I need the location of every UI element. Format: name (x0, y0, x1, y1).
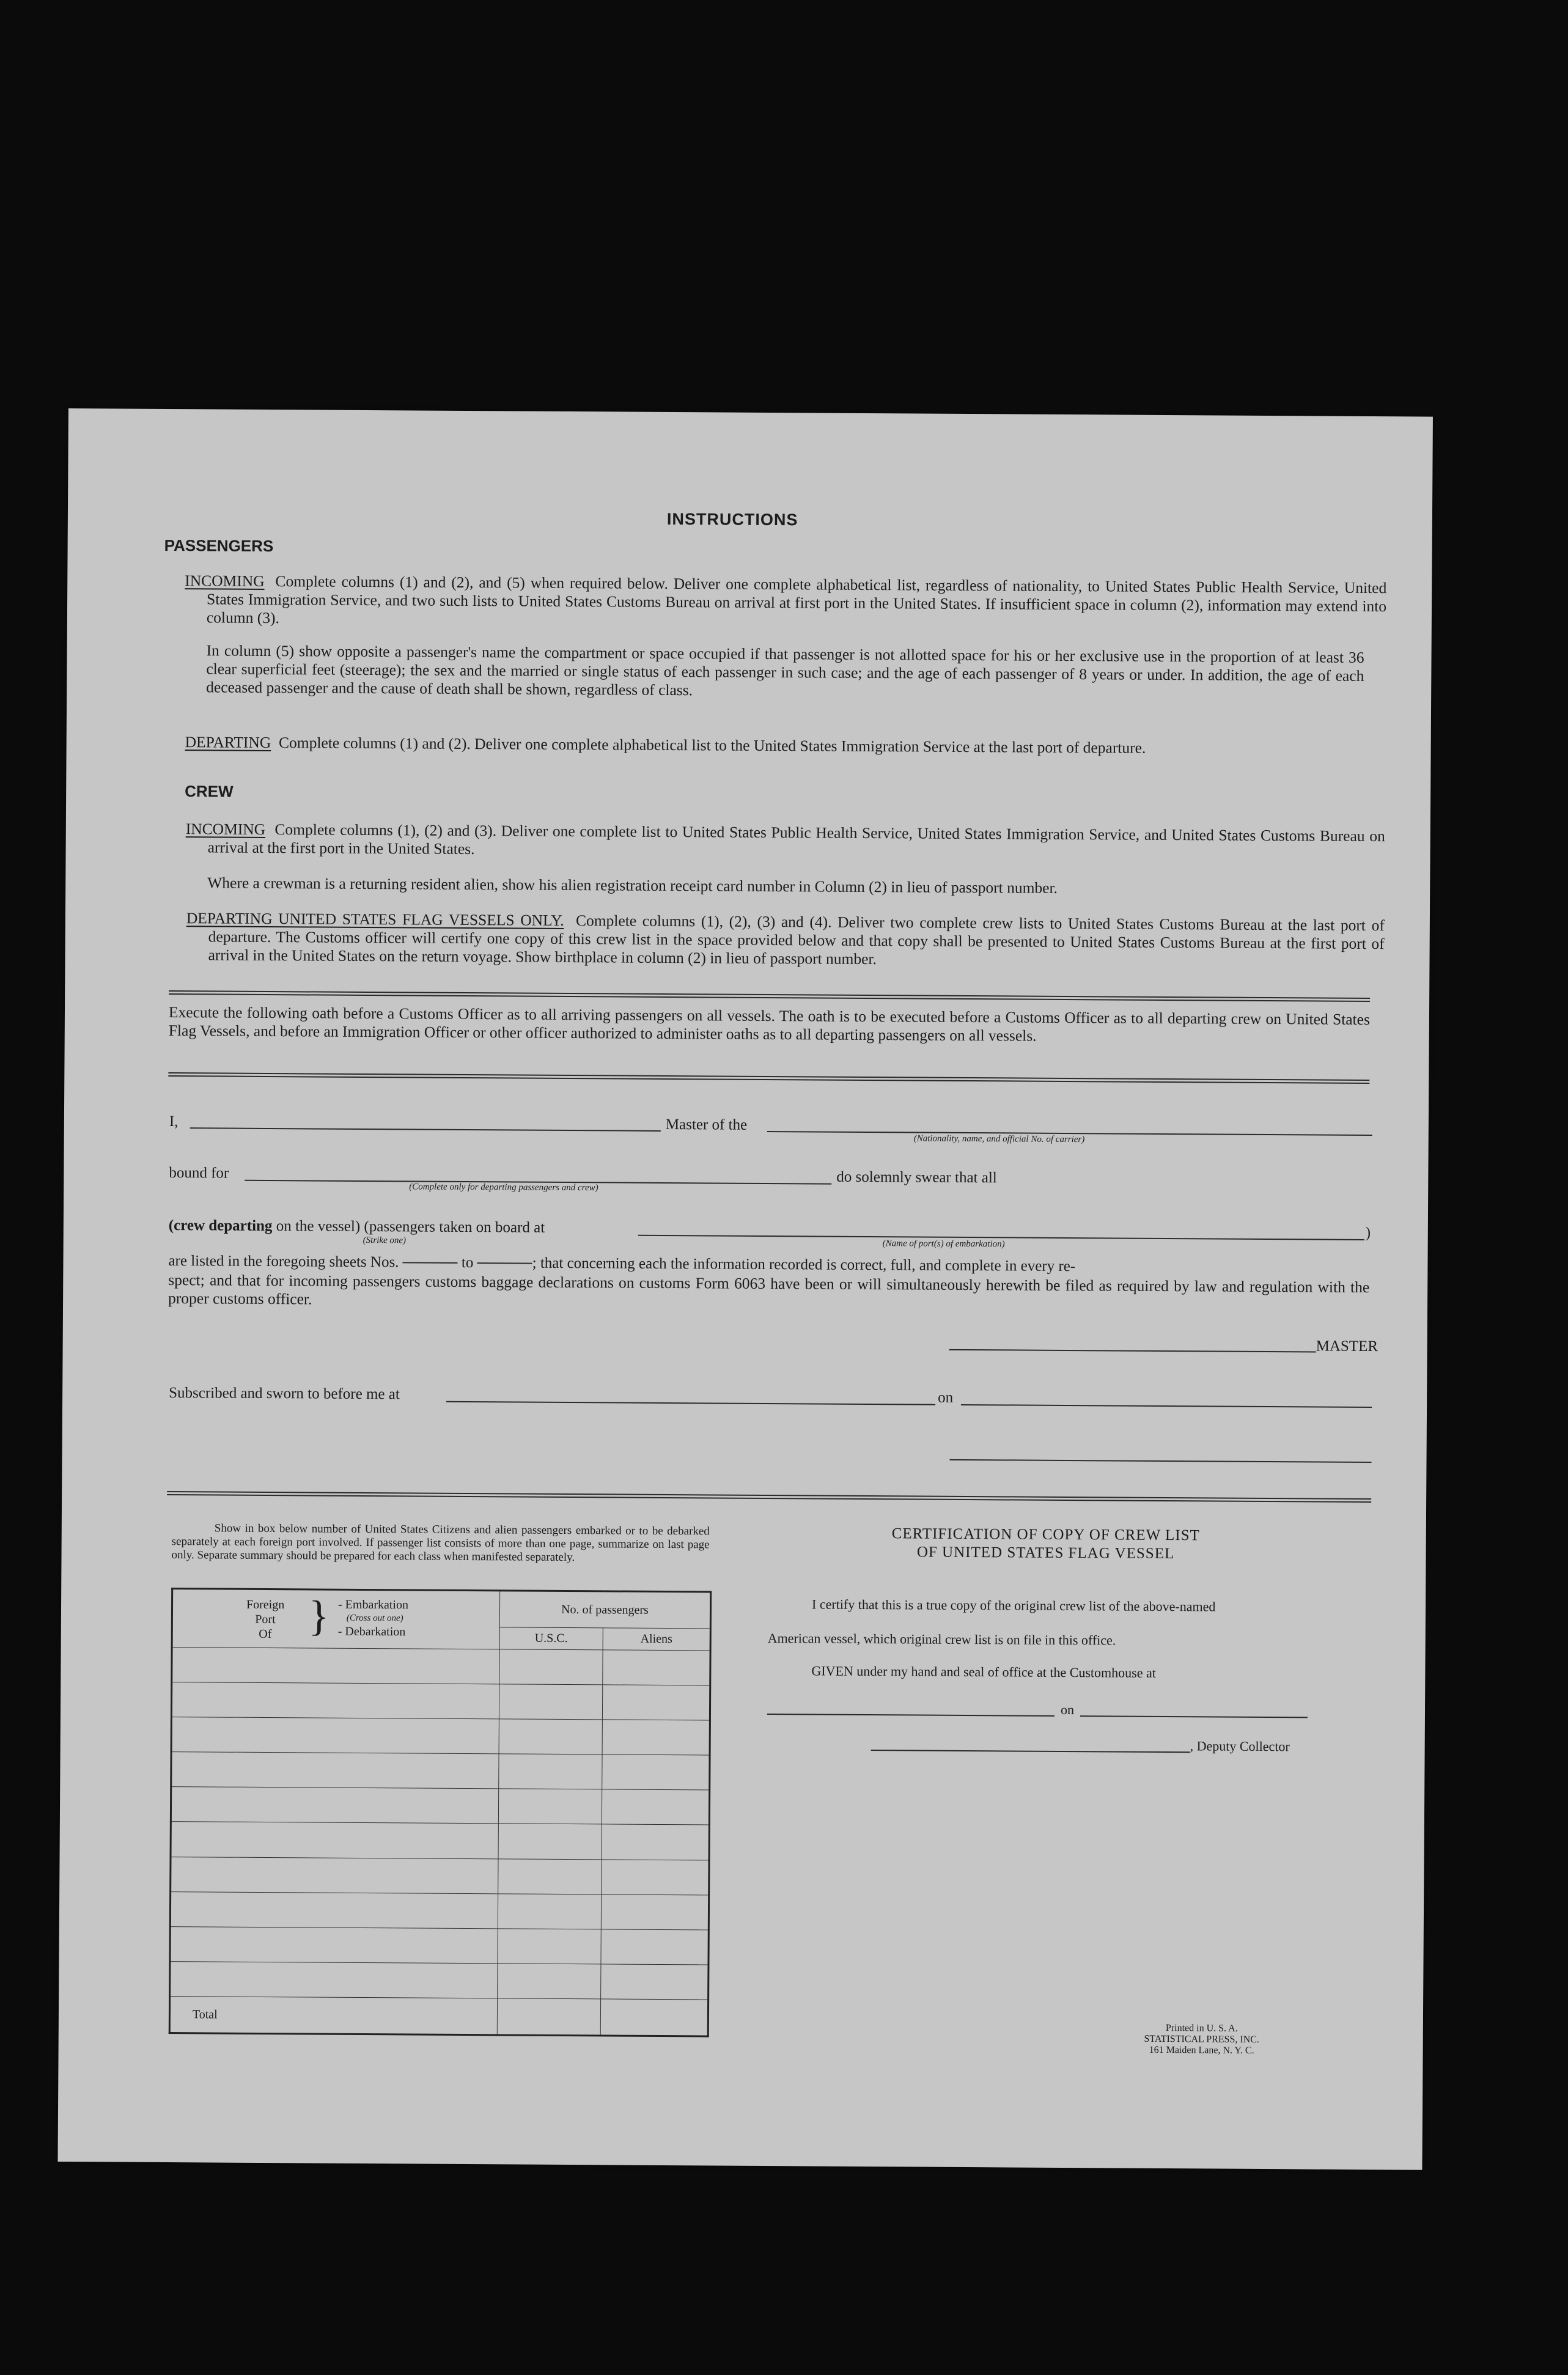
sworn-on-label: on (938, 1389, 954, 1406)
aliens-header: Aliens (603, 1628, 710, 1651)
table-row (171, 1822, 709, 1860)
listed-part2: ; that concerning each the information recorded is correct, full, and complete in every re- (532, 1254, 1076, 1275)
cert-date-field[interactable] (1080, 1715, 1308, 1718)
port-label: Port (255, 1612, 276, 1627)
port-cell[interactable] (171, 1787, 498, 1824)
debarkation-option[interactable]: - Debarkation (337, 1624, 406, 1639)
port-cell[interactable] (170, 1891, 498, 1928)
listed-part1: are listed in the foregoing sheets Nos. (168, 1253, 399, 1271)
aliens-cell[interactable] (602, 1685, 710, 1720)
foreign-label: Foreign (246, 1597, 285, 1612)
aliens-cell[interactable] (602, 1720, 710, 1755)
certify-line2: American vessel, which original crew list is on file in this office. (767, 1630, 1116, 1648)
table-row (170, 1961, 709, 2000)
imprint-line1: Printed in U. S. A. (1165, 2023, 1238, 2034)
aliens-cell[interactable] (601, 1964, 709, 2000)
master-label: MASTER (1316, 1338, 1378, 1355)
passengers-departing-label: DEPARTING (185, 733, 271, 752)
sheet-to-field[interactable] (477, 1262, 532, 1264)
passenger-summary-table (169, 1588, 712, 2037)
sworn-place-field[interactable] (446, 1401, 935, 1405)
table-row (170, 1891, 709, 1929)
sworn-date-field[interactable] (961, 1404, 1372, 1408)
strike-caption: (Strike one) (363, 1235, 407, 1246)
on-vessel-option[interactable]: on the vessel) (276, 1218, 361, 1235)
crew-incoming-label: INCOMING (185, 820, 266, 838)
given-text: GIVEN under my hand and seal of office at the Customhouse at (811, 1663, 1156, 1681)
table-row (170, 1926, 709, 1964)
port-cell[interactable] (171, 1857, 498, 1893)
document-sheet (57, 408, 1432, 2170)
brace-glyph: } (308, 1593, 329, 1640)
port-cell[interactable] (170, 1961, 498, 1998)
cross-out-caption: (Cross out one) (346, 1613, 403, 1624)
port-header-cell (172, 1589, 500, 1649)
officer-signature-field[interactable] (950, 1459, 1372, 1463)
listed-to: to (461, 1254, 474, 1272)
divider-top (169, 990, 1370, 1002)
table-row (171, 1717, 710, 1755)
column5-paragraph: In column (5) show opposite a passenger's name the compartment or space occupied if that passenger is not allotted space for his or her exclusive use in the proportion of at least 36 clear superficial feet (steerage); the sex and the married or single status of each passenger in such case; and the age of each passenger of 8 years or under. In addition, the age of each deceased passenger and the cause of death shall be shown, regardless of class. (206, 641, 1364, 699)
table-row (171, 1752, 710, 1790)
aliens-cell[interactable] (603, 1650, 710, 1685)
passengers-incoming-text: Complete columns (1) and (2), and (5) when required below. Deliver one complete alphabetical list, regardless of nationality, to United States Public Health Service, United States Immigration Service, and two such lists to United States Customs Bureau on arrival at first port in the United States. If insufficient space in column (2), information may extend into column (3). (206, 572, 1387, 627)
port-cell[interactable] (171, 1717, 499, 1754)
printer-imprint (1110, 2022, 1294, 2056)
certification-title (832, 1525, 1260, 1564)
passengers-departing-paragraph (185, 733, 1386, 759)
swear-label: do solemnly swear that all (836, 1168, 997, 1187)
aliens-cell[interactable] (602, 1824, 709, 1860)
divider-oath (168, 1072, 1369, 1084)
port-cell[interactable] (171, 1822, 498, 1858)
passengers-departing-text: Complete columns (1) and (2). Deliver one complete alphabetical list to the United States Immigration Service at the last port of departure. (278, 734, 1146, 757)
customhouse-field[interactable] (767, 1714, 1055, 1717)
certification-title-line2: OF UNITED STATES FLAG VESSEL (916, 1544, 1175, 1563)
crew-incoming-text: Complete columns (1), (2) and (3). Deliver one complete list to United States Public Health Service, United States Immigration Service, and United States Customs Bureau on arrival at the first port in the United States. (207, 820, 1385, 858)
crew-departing-option[interactable]: (crew departing (168, 1217, 273, 1235)
imprint-line2: STATISTICAL PRESS, INC. (1144, 2033, 1259, 2045)
usc-cell[interactable] (498, 1929, 601, 1964)
usc-cell[interactable] (499, 1719, 602, 1755)
deputy-signature-field[interactable] (871, 1750, 1190, 1753)
usc-cell[interactable] (499, 1684, 602, 1720)
close-paren: ) (1365, 1224, 1371, 1242)
summary-intro: Show in box below number of United States Citizens and alien passengers embarked or to be debarked separately at each foreign port involved. If passenger list consists of more than one page, summarize on last page only. Separate summary should be prepared for each class when manifested separately. (171, 1522, 710, 1564)
divider-bottom (167, 1491, 1371, 1503)
port-cell[interactable] (170, 1926, 498, 1963)
aliens-cell[interactable] (602, 1789, 709, 1825)
aliens-cell[interactable] (602, 1755, 710, 1790)
table-row (171, 1682, 710, 1720)
usc-cell[interactable] (499, 1754, 602, 1789)
listed-rest-paragraph: spect; and that for incoming passengers customs baggage declarations on customs Form 6063 have been or will simultaneously herewith be filed as required by law and regulation with the proper customs officer. (168, 1271, 1370, 1308)
port-caption: (Name of port(s) of embarkation) (882, 1239, 1005, 1250)
crew-departing-label: DEPARTING UNITED STATES FLAG VESSELS ONLY. (186, 909, 564, 929)
cert-on-label: on (1060, 1701, 1075, 1718)
master-of-label: Master of the (665, 1116, 748, 1133)
usc-cell[interactable] (498, 1789, 602, 1824)
certify-line1: I certify that this is a true copy of the original crew list of the above-named (811, 1596, 1216, 1615)
of-label: Of (259, 1627, 272, 1641)
crew-heading: CREW (185, 782, 234, 801)
port-cell[interactable] (171, 1752, 499, 1789)
port-cell[interactable] (172, 1648, 499, 1684)
master-signature-field[interactable] (949, 1349, 1316, 1353)
table-row (171, 1857, 709, 1894)
vessel-options-row (169, 1217, 545, 1237)
i-label: I, (169, 1113, 179, 1130)
sheet-from-field[interactable] (403, 1262, 458, 1264)
total-row (169, 1997, 708, 2036)
bound-caption: (Complete only for departing passengers and crew) (409, 1182, 598, 1193)
usc-cell[interactable] (498, 1893, 601, 1929)
table-row (171, 1787, 709, 1825)
aliens-cell[interactable] (601, 1929, 709, 1965)
crew-departing-paragraph (186, 909, 1385, 971)
passengers-heading: PASSENGERS (164, 536, 274, 556)
passengers-incoming-label: INCOMING (185, 572, 265, 590)
usc-cell[interactable] (498, 1858, 602, 1894)
no-of-passengers-header: No. of passengers (499, 1591, 710, 1629)
table-row (172, 1648, 710, 1685)
crew-departing-text: Complete columns (1), (2), (3) and (4). Deliver two complete crew lists to United States Customs Bureau at the last port of departure. The Customs officer will certify one copy of this crew list in the space provided below and that copy shall be presented to United States Customs Bureau at the first port of arrival in the United States on the return voyage. Show birthplace in column (2) in lieu of passport number. (208, 911, 1385, 968)
aliens-cell[interactable] (601, 1894, 709, 1930)
instructions-title: INSTRUCTIONS (666, 509, 798, 529)
master-name-field[interactable] (190, 1127, 661, 1132)
usc-cell[interactable] (498, 1824, 602, 1859)
port-cell[interactable] (171, 1682, 499, 1719)
deputy-label: , Deputy Collector (1190, 1738, 1290, 1755)
usc-cell[interactable] (498, 1964, 601, 1999)
total-label: Total (169, 1997, 497, 2035)
usc-header: U.S.C. (499, 1627, 603, 1650)
subscribed-label: Subscribed and sworn to before me at (169, 1385, 400, 1403)
total-aliens-cell[interactable] (600, 1999, 708, 2036)
bound-for-label: bound for (169, 1165, 229, 1182)
passengers-option[interactable]: (passengers taken on board at (364, 1218, 545, 1236)
nationality-caption: (Nationality, name, and official No. of carrier) (913, 1133, 1085, 1145)
total-usc-cell[interactable] (497, 1998, 600, 2036)
aliens-cell[interactable] (602, 1859, 709, 1894)
certification-title-line1: CERTIFICATION OF COPY OF CREW LIST (891, 1525, 1200, 1544)
imprint-line3: 161 Maiden Lane, N. Y. C. (1149, 2044, 1254, 2056)
passengers-incoming-paragraph (185, 572, 1387, 634)
crew-incoming-paragraph (186, 820, 1385, 864)
embarkation-option[interactable]: - Embarkation (337, 1597, 409, 1612)
usc-cell[interactable] (499, 1649, 603, 1685)
crewman-paragraph: Where a crewman is a returning resident alien, show his alien registration receipt card number in Column (2) in lieu of passport number. (207, 874, 1058, 897)
execute-oath-paragraph: Execute the following oath before a Customs Officer as to all arriving passengers on all vessels. The oath is to be executed before a Customs Officer as to all departing crew on United States Flag Vessels, and before an Immigration Officer or other officer authorized to administer oaths as to all departing passengers on all vessels. (168, 1003, 1371, 1045)
